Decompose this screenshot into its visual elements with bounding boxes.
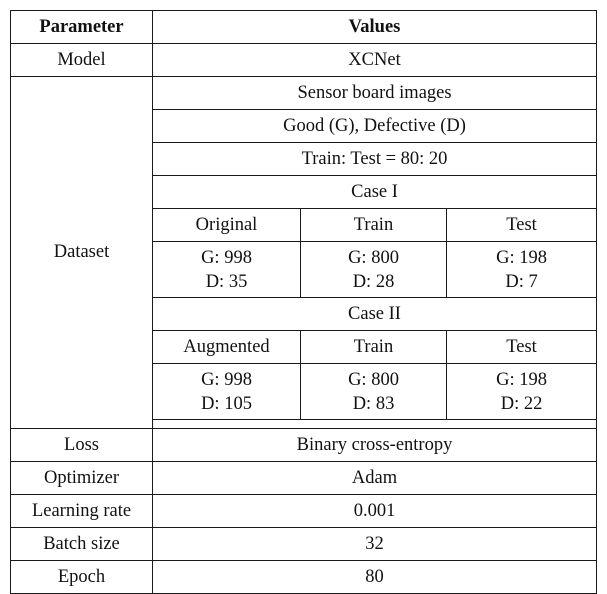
case1-test-d: D: 7 — [505, 271, 538, 292]
case1-original-cell — [153, 242, 301, 298]
model-row — [11, 44, 597, 77]
case2-train-cell — [301, 364, 447, 420]
case1-col-original: Original — [153, 209, 301, 242]
optimizer-value: Adam — [153, 462, 597, 495]
parameters-table-wrapper — [10, 10, 596, 594]
case2-col-train: Train — [301, 331, 447, 364]
loss-row — [11, 429, 597, 462]
case2-augmented-d: D: 105 — [201, 393, 252, 414]
header-row — [11, 11, 597, 44]
optimizer-label: Optimizer — [11, 462, 153, 495]
case1-col-train: Train — [301, 209, 447, 242]
case2-test-g: G: 198 — [496, 369, 547, 390]
case2-title: Case II — [153, 298, 597, 331]
dataset-split: Train: Test = 80: 20 — [153, 143, 597, 176]
case1-title: Case I — [153, 176, 597, 209]
parameter-header: Parameter — [11, 11, 153, 44]
loss-label: Loss — [11, 429, 153, 462]
parameters-table — [10, 10, 597, 594]
epoch-value: 80 — [153, 561, 597, 594]
batch-size-label: Batch size — [11, 528, 153, 561]
case1-train-g: G: 800 — [348, 247, 399, 268]
learning-rate-row — [11, 495, 597, 528]
case1-train-cell — [301, 242, 447, 298]
case2-test-d: D: 22 — [500, 393, 543, 414]
dataset-classes: Good (G), Defective (D) — [153, 110, 597, 143]
dataset-bottom-spacer — [153, 420, 597, 429]
case2-train-g: G: 800 — [348, 369, 399, 390]
case1-train-d: D: 28 — [352, 271, 395, 292]
batch-size-row — [11, 528, 597, 561]
dataset-source: Sensor board images — [153, 77, 597, 110]
epoch-row — [11, 561, 597, 594]
case2-augmented-g: G: 998 — [201, 369, 252, 390]
dataset-label: Dataset — [11, 77, 153, 429]
case1-test-g: G: 198 — [496, 247, 547, 268]
dataset-source-row — [11, 77, 597, 110]
epoch-label: Epoch — [11, 561, 153, 594]
case2-train-d: D: 83 — [352, 393, 395, 414]
values-header: Values — [153, 11, 597, 44]
case2-col-test: Test — [447, 331, 597, 364]
model-value: XCNet — [153, 44, 597, 77]
loss-value: Binary cross-entropy — [153, 429, 597, 462]
case1-test-cell — [447, 242, 597, 298]
model-label: Model — [11, 44, 153, 77]
case1-original-g: G: 998 — [201, 247, 252, 268]
case1-col-test: Test — [447, 209, 597, 242]
batch-size-value: 32 — [153, 528, 597, 561]
optimizer-row — [11, 462, 597, 495]
case2-test-cell — [447, 364, 597, 420]
case2-col-augmented: Augmented — [153, 331, 301, 364]
learning-rate-label: Learning rate — [11, 495, 153, 528]
case2-augmented-cell — [153, 364, 301, 420]
case1-original-d: D: 35 — [205, 271, 248, 292]
learning-rate-value: 0.001 — [153, 495, 597, 528]
